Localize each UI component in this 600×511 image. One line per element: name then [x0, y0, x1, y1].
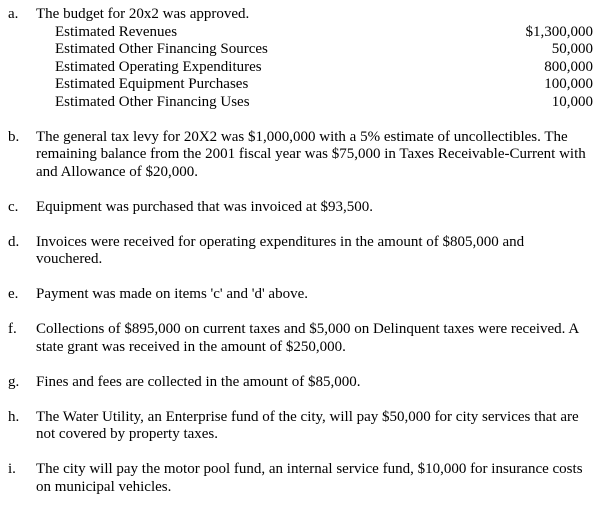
problem-item-h: [8, 409, 593, 444]
item-text: Collections of $895,000 on current taxes and $5,000 on Delinquent taxes were received. A state grant was received in the amount of $250,000.: [36, 321, 579, 355]
item-letter: g.: [8, 373, 20, 390]
budget-line: [36, 76, 593, 94]
item-text: The city will pay the motor pool fund, an internal service fund, $10,000 for insurance costs on municipal vehicles.: [36, 461, 583, 495]
budget-label: Estimated Other Financing Uses: [55, 93, 250, 110]
item-text: Equipment was purchased that was invoiced at $93,500.: [36, 198, 374, 215]
budget-table: [36, 24, 593, 112]
item-letter: b.: [8, 128, 20, 145]
item-letter: h.: [8, 408, 20, 425]
item-text: The Water Utility, an Enterprise fund of the city, will pay $50,000 for city services that are not covered by property taxes.: [36, 408, 579, 442]
budget-label: Estimated Revenues: [55, 23, 178, 40]
item-text: Invoices were received for operating expenditures in the amount of $805,000 and vouchered.: [36, 233, 525, 267]
budget-amount: 10,000: [551, 93, 593, 110]
budget-line: [36, 41, 593, 59]
budget-line: [36, 24, 593, 42]
item-letter: e.: [8, 286, 19, 302]
budget-amount: 50,000: [551, 41, 593, 57]
problem-item-d: [8, 234, 593, 269]
problem-item-f: [8, 321, 593, 356]
problem-item-g: [8, 374, 593, 392]
budget-line: [36, 94, 593, 112]
item-letter: a.: [8, 6, 19, 22]
item-letter: i.: [8, 461, 16, 477]
problem-item-a: [8, 6, 593, 111]
budget-amount: $1,300,000: [525, 23, 593, 40]
problem-item-c: [8, 199, 593, 217]
budget-label: Estimated Operating Expenditures: [55, 58, 262, 75]
item-text: Fines and fees are collected in the amount of $85,000.: [36, 373, 361, 390]
problem-item-b: [8, 129, 593, 182]
item-text: Payment was made on items 'c' and 'd' above.: [36, 286, 308, 302]
item-text: The general tax levy for 20X2 was $1,000,000 with a 5% estimate of uncollectibles. The remaining balance from the 2001 fiscal year was $75,000 in Taxes Receivable-Current with and Allowance of $20,000.: [36, 128, 586, 180]
budget-amount: 100,000: [544, 76, 593, 92]
budget-label: Estimated Equipment Purchases: [55, 76, 249, 92]
problem-item-e: [8, 286, 593, 304]
item-letter: d.: [8, 233, 20, 250]
item-letter: f.: [8, 321, 17, 337]
item-text: The budget for 20x2 was approved.: [36, 6, 250, 22]
budget-line: [36, 59, 593, 77]
problem-item-i: [8, 461, 593, 496]
budget-label: Estimated Other Financing Sources: [55, 41, 268, 57]
item-letter: c.: [8, 198, 19, 215]
budget-amount: 800,000: [544, 58, 593, 75]
